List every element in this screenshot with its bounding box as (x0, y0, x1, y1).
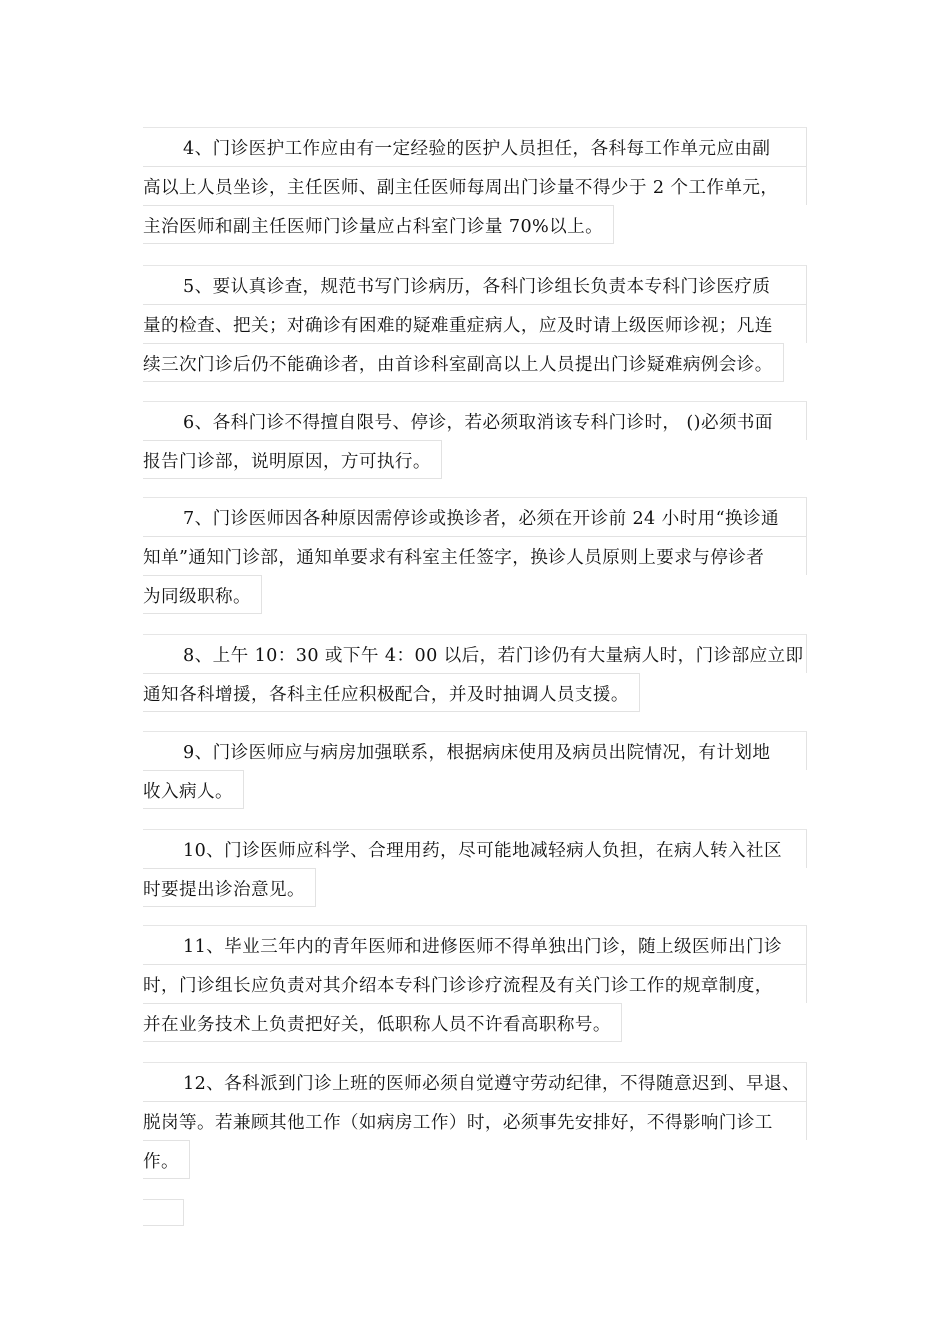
paragraph-11 (143, 925, 807, 1047)
paragraph-line (143, 964, 807, 1003)
paragraph-line (143, 673, 640, 712)
paragraph-line (143, 575, 262, 614)
line-text: 主治医师和副主任医师门诊量应占科室门诊量 70%以上。 (143, 217, 604, 237)
line-text: 并在业务技术上负责把好关，低职称人员不许看高职称号。 (143, 1015, 611, 1035)
paragraph-line (143, 440, 442, 479)
line-text: 8、上午 10：30 或下午 4：00 以后，若门诊仍有大量病人时，门诊部应立即 (183, 646, 804, 666)
paragraph-line (143, 304, 807, 343)
line-text: 通知各科增援，各科主任应积极配合，并及时抽调人员支援。 (143, 685, 629, 705)
paragraph-line (143, 205, 614, 244)
line-text: 9、门诊医师应与病房加强联系，根据病床使用及病员出院情况，有计划地 (183, 743, 771, 763)
line-text: 作。 (143, 1152, 179, 1172)
paragraph-line (143, 127, 807, 166)
line-text: 10、门诊医师应科学、合理用药，尽可能地减轻病人负担，在病人转入社区 (183, 841, 782, 861)
paragraph-8 (143, 634, 807, 717)
paragraph-line (143, 1062, 807, 1101)
paragraph-line (143, 1003, 622, 1042)
line-text: 12、各科派到门诊上班的医师必须自觉遵守劳动纪律，不得随意迟到、早退、 (183, 1074, 800, 1094)
line-text: 知单”通知门诊部，通知单要求有科室主任签字，换诊人员原则上要求与停诊者 (143, 548, 765, 568)
line-text: 续三次门诊后仍不能确诊者，由首诊科室副高以上人员提出门诊疑难病例会诊。 (143, 355, 773, 375)
paragraph-line (143, 1101, 807, 1140)
paragraph-6 (143, 401, 807, 484)
paragraph-line (143, 166, 807, 205)
line-text: 收入病人。 (143, 782, 233, 802)
paragraph-line (143, 829, 807, 868)
paragraph-line (143, 770, 244, 809)
paragraph-7 (143, 497, 807, 619)
paragraph-line (143, 401, 807, 440)
line-text: 报告门诊部，说明原因，方可执行。 (143, 452, 431, 472)
paragraph-line (143, 868, 316, 907)
paragraph-line (143, 1140, 190, 1179)
line-text: 7、门诊医师因各种原因需停诊或换诊者，必须在开诊前 24 小时用“换诊通 (183, 509, 779, 529)
paragraph-line (143, 731, 807, 770)
empty-cell (143, 1199, 184, 1226)
paragraph-4 (143, 127, 807, 249)
paragraph-line (143, 497, 807, 536)
paragraph-line (143, 265, 807, 304)
paragraph-9 (143, 731, 807, 814)
paragraph-line (143, 343, 784, 382)
line-text: 脱岗等。若兼顾其他工作（如病房工作）时，必须事先安排好，不得影响门诊工 (143, 1113, 773, 1133)
line-text: 4、门诊医护工作应由有一定经验的医护人员担任，各科每工作单元应由副 (183, 139, 771, 159)
paragraph-10 (143, 829, 807, 912)
paragraph-12 (143, 1062, 807, 1184)
paragraph-5 (143, 265, 807, 387)
line-text: 为同级职称。 (143, 587, 251, 607)
line-text: 11、毕业三年内的青年医师和进修医师不得单独出门诊，随上级医师出门诊 (183, 937, 782, 957)
line-text: 5、要认真诊查，规范书写门诊病历，各科门诊组长负责本专科门诊医疗质 (183, 277, 771, 297)
line-text: 高以上人员坐诊，主任医师、副主任医师每周出门诊量不得少于 2 个工作单元， (143, 178, 779, 198)
line-text: 时，门诊组长应负责对其介绍本专科门诊诊疗流程及有关门诊工作的规章制度， (143, 976, 773, 996)
line-text: 6、各科门诊不得擅自限号、停诊，若必须取消该专科门诊时， ()必须书面 (183, 413, 773, 433)
paragraph-line (143, 925, 807, 964)
paragraph-line (143, 536, 807, 575)
line-text: 时要提出诊治意见。 (143, 880, 305, 900)
line-text: 量的检查、把关；对确诊有困难的疑难重症病人，应及时请上级医师诊视；凡连 (143, 316, 773, 336)
paragraph-line (143, 634, 807, 673)
